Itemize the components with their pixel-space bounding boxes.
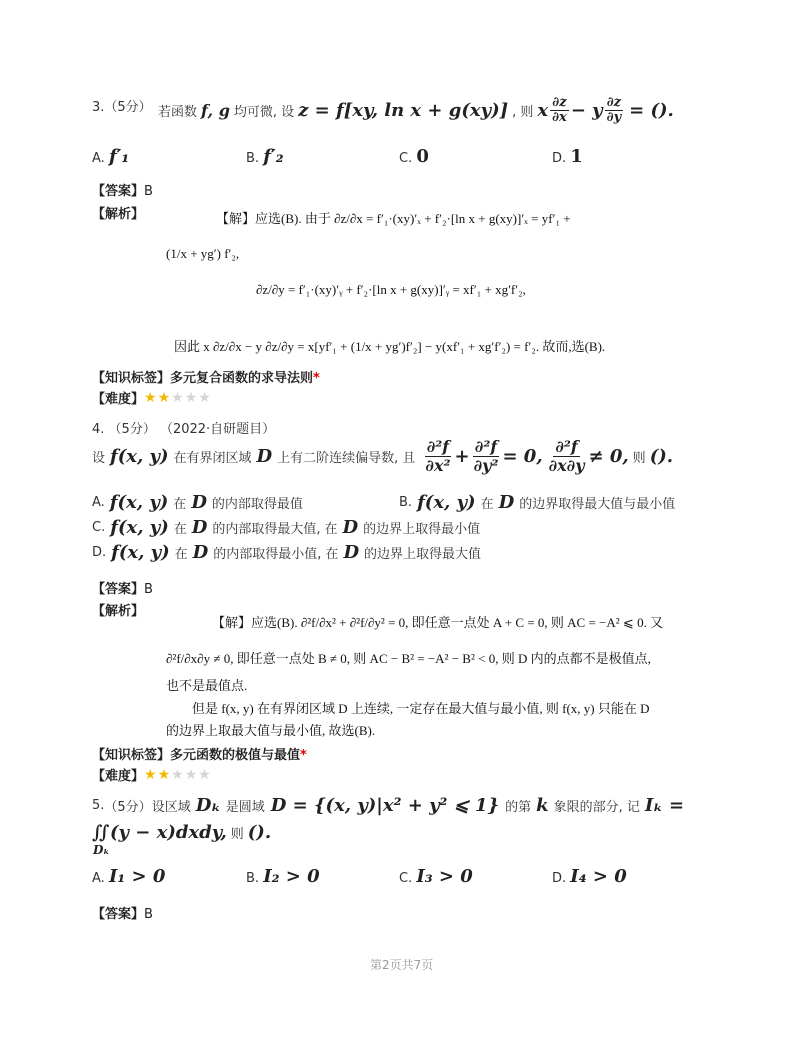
q5-option-d[interactable]: D. I₄ > 0 xyxy=(552,866,627,887)
star-empty-icon: ★ xyxy=(184,389,199,406)
q4-frac-fxy: $\frac{\text{∂²f}}{\partial x\partial y}$ xyxy=(548,437,585,475)
q3-solution-line2: (1/x + yg′) f′₂, xyxy=(166,246,240,261)
q5-option-a[interactable]: A. I₁ > 0 xyxy=(92,866,166,887)
q5-stem-line1: 5. （5分） 设区域 Dₖ 是圆域 D = {(x, y)|x² + y² ⩽ 1} 的第 k 象限的部分, 记 Iₖ = xyxy=(92,795,685,816)
q3-option-c[interactable]: C. 0 xyxy=(399,146,429,167)
q3-formula: z = f[xy, ln x + g(xy)] xyxy=(298,100,509,122)
page-footer: 第2页共7页 xyxy=(370,958,434,972)
q4-solution-line5: 的边界上取最大值与最小值, 故选(B). xyxy=(166,723,376,738)
q3-stem: 若函数 f, g 均可微, 设 z = f[xy, ln x + g(xy)] , 则 x $\frac{\partial z}{\partial x}$ − y $\frac{\partial z}{\partial y}$ = (). xyxy=(158,95,674,126)
star-filled-icon: ★ xyxy=(144,389,158,406)
star-filled-icon: ★ xyxy=(157,766,172,783)
q4-solution-line3: 也不是最值点. xyxy=(166,678,248,693)
q5-option-b[interactable]: B. I₂ > 0 xyxy=(246,866,320,887)
q3-number: 3.（5分） xyxy=(92,100,152,115)
q4-frac-fxx: $\frac{\text{∂²f}}{\text{∂x²}}$ xyxy=(425,437,451,475)
q3-answer: 【答案】B xyxy=(92,184,153,199)
star-filled-icon: ★ xyxy=(144,766,158,783)
q4-solution-line2: ∂²f/∂x∂y ≠ 0, 即任意一点处 B ≠ 0, 则 AC − B² = −A² − B² < 0, 则 D 内的点都不是极值点, xyxy=(166,651,651,666)
q3-difficulty-stars xyxy=(144,390,212,406)
q5-stem-line2: ∬(y − x)dxdy, 则 (). xyxy=(92,822,272,843)
q4-header: 4. （5分） （2022·自研题目） xyxy=(92,422,276,437)
q3-frac-dzdy: $\frac{\partial z}{\partial y}$ xyxy=(606,95,622,126)
q4-option-a[interactable]: A. f(x, y) 在 D 的内部取得最值 xyxy=(92,492,303,513)
q3-knowledge-tag: 【知识标签】多元复合函数的求导法则* xyxy=(92,371,320,386)
q4-option-d[interactable]: D. f(x, y) 在 D 的内部取得最小值, 在 D 的边界上取得最大值 xyxy=(92,542,482,563)
q3-difficulty: 【难度】 ★★★★★ xyxy=(92,389,212,407)
q3-option-b[interactable]: B. f′₂ xyxy=(246,146,284,167)
q5-answer: 【答案】B xyxy=(92,907,153,922)
q4-knowledge-tag: 【知识标签】多元函数的极值与最值* xyxy=(92,748,307,763)
q3-analysis-label: 【解析】 xyxy=(92,207,145,222)
q3-solution-line4: 因此 x ∂z/∂x − y ∂z/∂y = x[yf′₁ + (1/x + yg′)f′₂] − y(xf′₁ + xg′f′₂) = f′₂. 故而,选(B). xyxy=(174,339,606,354)
q4-difficulty: 【难度】 ★★★★★ xyxy=(92,766,212,784)
q4-stem: 设 f(x, y) 在有界闭区域 D 上有二阶连续偏导数, 且 $\frac{\text{∂²f}}{\text{∂x²}}$ + $\frac{\text{∂²f}}{\text{∂y²}}$ = 0, $\frac{\text{∂²f}}{\partial x\partial y}$ ≠ 0, 则 (). xyxy=(92,437,673,475)
star-empty-icon: ★ xyxy=(171,766,185,783)
star-filled-icon: ★ xyxy=(157,389,172,406)
q5-integral: ∬(y − x)dxdy, xyxy=(92,822,227,843)
q4-option-b[interactable]: B. f(x, y) 在 D 的边界取得最大值与最小值 xyxy=(399,492,676,513)
q4-answer: 【答案】B xyxy=(92,582,153,597)
q5-integral-subscript: Dₖ xyxy=(93,843,110,857)
q3-frac-dzdx: $\frac{\partial z}{\partial x}$ xyxy=(552,95,567,126)
q3-solution-line3: ∂z/∂y = f′₁·(xy)′ᵧ + f′₂·[ln x + g(xy)]′ᵧ = xf′₁ + xg′f′₂, xyxy=(256,282,526,297)
q3-solution-line1: 【解】应选(B). 由于 ∂z/∂x = f′₁·(xy)′ₓ + f′₂·[ln x + g(xy)]′ₓ = yf′₁ + xyxy=(216,211,571,226)
q4-frac-fyy: $\frac{\text{∂²f}}{\text{∂y²}}$ xyxy=(473,437,499,475)
q4-solution-line1: 【解】应选(B). ∂²f/∂x² + ∂²f/∂y² = 0, 即任意一点处 A + C = 0, 则 AC = −A² ⩽ 0. 又 xyxy=(212,615,664,630)
q4-difficulty-stars xyxy=(144,767,212,783)
q5-option-c[interactable]: C. I₃ > 0 xyxy=(399,866,473,887)
star-empty-icon: ★ xyxy=(171,389,185,406)
star-empty-icon: ★ xyxy=(184,766,199,783)
q4-option-c[interactable]: C. f(x, y) 在 D 的内部取得最大值, 在 D 的边界上取得最小值 xyxy=(92,517,481,538)
q5-set-formula: D = {(x, y)|x² + y² ⩽ 1} xyxy=(270,795,500,816)
q3-option-a[interactable]: A. f′₁ xyxy=(92,146,130,167)
q4-analysis-label: 【解析】 xyxy=(92,604,145,619)
star-empty-icon: ★ xyxy=(198,389,212,406)
star-empty-icon: ★ xyxy=(198,766,212,783)
q3-option-d[interactable]: D. 1 xyxy=(552,146,583,167)
q4-solution-line4: 但是 f(x, y) 在有界闭区域 D 上连续, 一定存在最大值与最小值, 则 f(x, y) 只能在 D xyxy=(192,701,650,716)
